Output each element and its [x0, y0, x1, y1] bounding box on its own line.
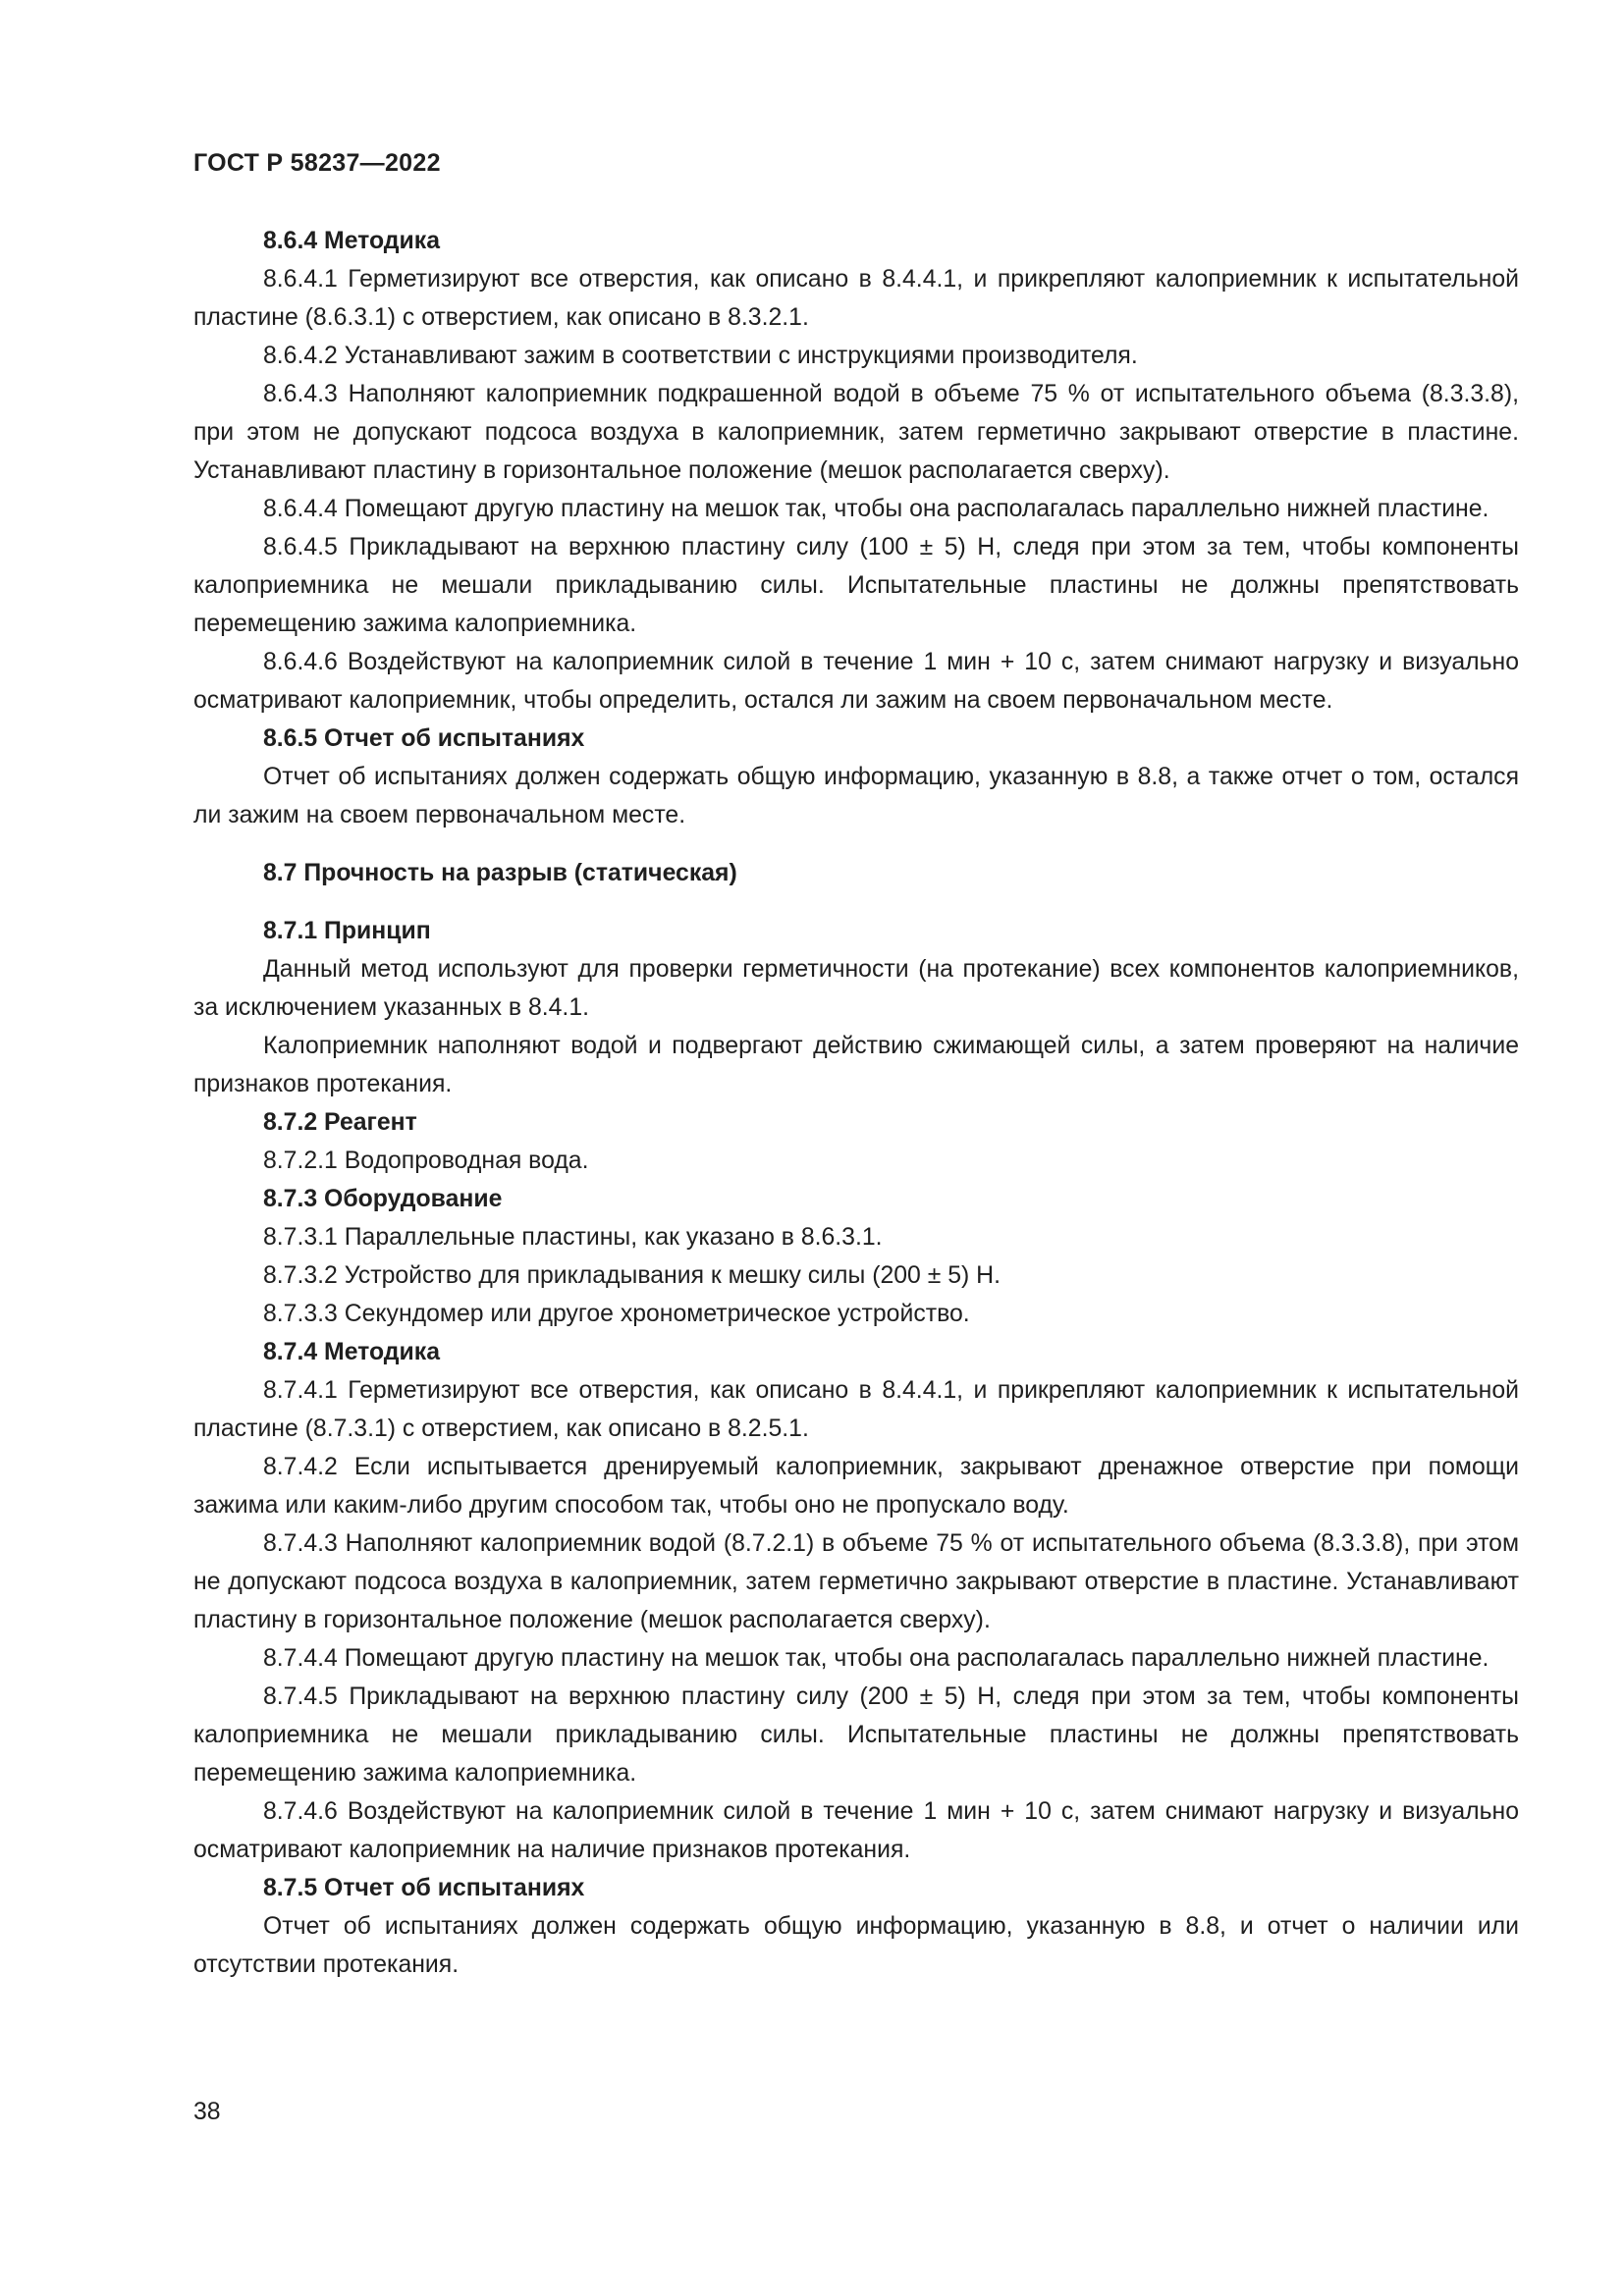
paragraph: 8.6.4.6 Воздействуют на калоприемник силой в течение 1 мин + 10 с, затем снимают нагрузку и визуально осматривают калоприемник, чтобы определить, остался ли зажим на своем первоначальном месте. [193, 649, 1519, 714]
paragraph: 8.7.4.1 Герметизируют все отверстия, как описано в 8.4.4.1, и прикрепляют калоприемник к испытательной пластине (8.7.3.1) с отверстием, как описано в 8.2.5.1. [193, 1377, 1519, 1442]
section-heading: 8.7.5 Отчет об испытаниях [263, 1875, 585, 1901]
document-body [193, 222, 1519, 1984]
paragraph: 8.6.4.1 Герметизируют все отверстия, как описано в 8.4.4.1, и прикрепляют калоприемник к испытательной пластине (8.6.3.1) с отверстием, как описано в 8.3.2.1. [193, 266, 1519, 331]
paragraph: 8.7.3.2 Устройство для прикладывания к мешку силы (200 ± 5) Н. [263, 1262, 1001, 1289]
paragraph: 8.7.4.6 Воздействуют на калоприемник силой в течение 1 мин + 10 с, затем снимают нагрузку и визуально осматривают калоприемник на наличие признаков протекания. [193, 1798, 1519, 1863]
paragraph: 8.7.2.1 Водопроводная вода. [263, 1148, 589, 1174]
paragraph: 8.7.4.2 Если испытывается дренируемый калоприемник, закрывают дренажное отверстие при помощи зажима или каким-либо другим способом так, чтобы оно не пропускало воду. [193, 1454, 1519, 1519]
paragraph: 8.7.3.3 Секундомер или другое хронометрическое устройство. [263, 1301, 970, 1327]
paragraph: Калоприемник наполняют водой и подвергают действию сжимающей силы, а затем проверяют на наличие признаков протекания. [193, 1033, 1519, 1097]
paragraph: 8.6.4.3 Наполняют калоприемник подкрашенной водой в объеме 75 % от испытательного объема (8.3.3.8), при этом не допускают подсоса воздуха в калоприемник, затем герметично закрывают отверстие в пластине. Устанавливают пластину в горизонтальное положение (мешок располагается сверху). [193, 381, 1519, 484]
section-heading: 8.7.4 Методика [263, 1339, 440, 1365]
paragraph: 8.7.4.5 Прикладывают на верхнюю пластину силу (200 ± 5) Н, следя при этом за тем, чтобы компоненты калоприемника не мешали прикладыванию силы. Испытательные пластины не должны препятствовать перемещению зажима калоприемника. [193, 1683, 1519, 1787]
paragraph: 8.6.4.2 Устанавливают зажим в соответствии с инструкциями производителя. [263, 343, 1138, 369]
section-heading: 8.7.1 Принцип [263, 918, 431, 944]
section-heading: 8.7.2 Реагент [263, 1109, 417, 1136]
section-heading: 8.7.3 Оборудование [263, 1186, 503, 1212]
page-number: 38 [193, 2099, 221, 2125]
paragraph: 8.7.4.4 Помещают другую пластину на мешок так, чтобы она располагалась параллельно нижней пластине. [263, 1645, 1489, 1672]
paragraph: Отчет об испытаниях должен содержать общую информацию, указанную в 8.8, и отчет о наличии или отсутствии протекания. [193, 1913, 1519, 1978]
paragraph: 8.7.3.1 Параллельные пластины, как указано в 8.6.3.1. [263, 1224, 883, 1251]
paragraph: 8.6.4.4 Помещают другую пластину на мешок так, чтобы она располагалась параллельно нижней пластине. [263, 496, 1489, 522]
paragraph: 8.7.4.3 Наполняют калоприемник водой (8.7.2.1) в объеме 75 % от испытательного объема (8.3.3.8), при этом не допускают подсоса воздуха в калоприемник, затем герметично закрывают отверстие в пластине. Устанавливают пластину в горизонтальное положение (мешок располагается сверху). [193, 1530, 1519, 1633]
section-heading: 8.6.5 Отчет об испытаниях [263, 725, 585, 752]
paragraph: Данный метод используют для проверки герметичности (на протекание) всех компонентов калоприемников, за исключением указанных в 8.4.1. [193, 956, 1519, 1021]
standard-header: ГОСТ Р 58237—2022 [193, 149, 441, 177]
section-heading: 8.6.4 Методика [263, 228, 440, 254]
paragraph: Отчет об испытаниях должен содержать общую информацию, указанную в 8.8, а также отчет о том, остался ли зажим на своем первоначальном месте. [193, 764, 1519, 828]
section-heading: 8.7 Прочность на разрыв (статическая) [263, 860, 737, 886]
paragraph: 8.6.4.5 Прикладывают на верхнюю пластину силу (100 ± 5) Н, следя при этом за тем, чтобы компоненты калоприемника не мешали прикладыванию силы. Испытательные пластины не должны препятствовать перемещению зажима калоприемника. [193, 534, 1519, 637]
